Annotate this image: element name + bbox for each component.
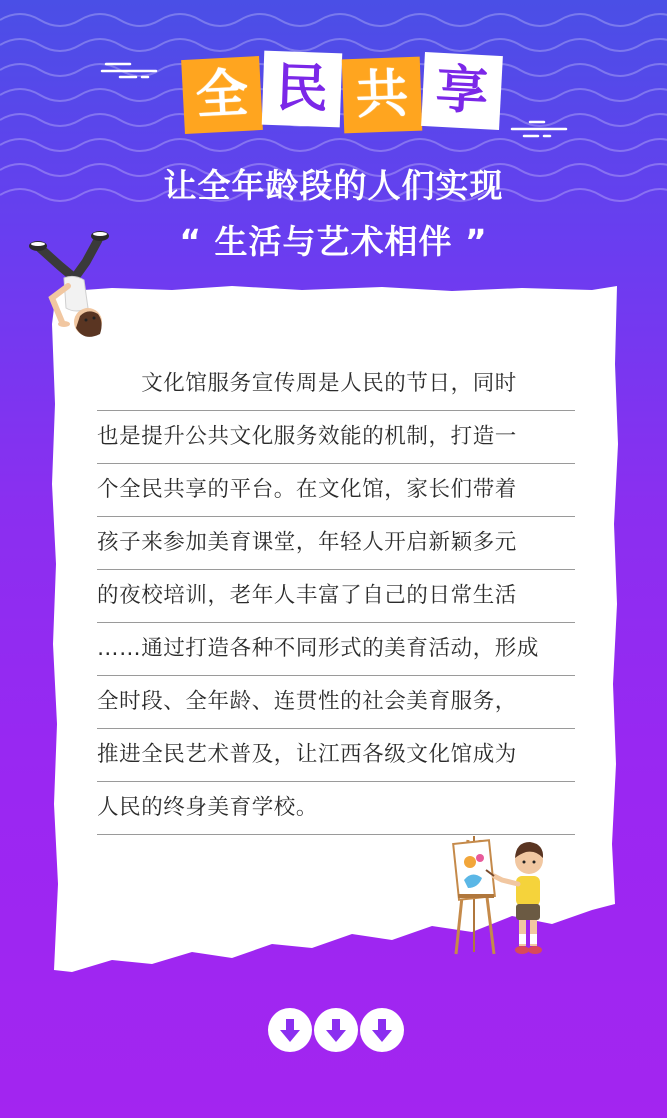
body-line-9: 人民的终身美育学校。 <box>97 782 575 835</box>
title-char-4: 享 <box>421 52 503 130</box>
body-text <box>97 358 575 835</box>
title-deco-left <box>100 60 170 80</box>
breakdancer-illustration <box>26 226 116 354</box>
arrow-down-circle-icon[interactable] <box>268 1008 312 1052</box>
subtitle-line-1: 让全年龄段的人们实现 <box>163 166 504 205</box>
page-title <box>183 52 503 142</box>
title-char-3: 共 <box>342 57 423 134</box>
body-line-2: 也是提升公共文化服务效能的机制，打造一 <box>97 411 575 464</box>
body-line-3: 个全民共享的平台。在文化馆，家长们带着 <box>97 464 575 517</box>
body-line-7: 全时段、全年龄、连贯性的社会美育服务， <box>97 676 575 729</box>
title-deco-right <box>508 118 578 140</box>
body-line-6: ……通过打造各种不同形式的美育活动，形成 <box>97 623 575 676</box>
body-line-1: 文化馆服务宣传周是人民的节日，同时 <box>97 358 575 411</box>
title-char-2: 民 <box>262 51 343 128</box>
body-line-5: 的夜校培训，老年人丰富了自己的日常生活 <box>97 570 575 623</box>
body-line-4: 孩子来参加美育课堂，年轻人开启新颖多元 <box>97 517 575 570</box>
child-painter-illustration <box>450 830 560 958</box>
body-line-8: 推进全民艺术普及，让江西各级文化馆成为 <box>97 729 575 782</box>
subtitle-line-2: “ 生活与艺术相伴 ” <box>179 222 488 261</box>
title-char-1: 全 <box>181 56 263 134</box>
arrow-down-circle-icon[interactable] <box>314 1008 358 1052</box>
arrow-down-circle-icon[interactable] <box>360 1008 404 1052</box>
scroll-down-arrows <box>268 1008 404 1054</box>
